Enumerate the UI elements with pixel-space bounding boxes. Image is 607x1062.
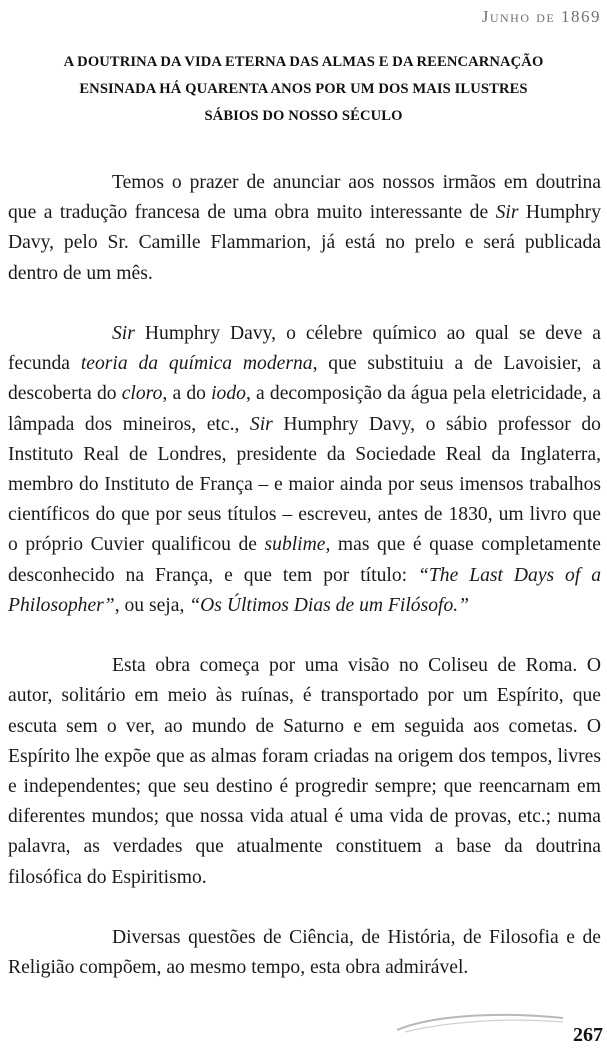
p2-sublime: sublime	[264, 534, 326, 556]
p1-text-a: Temos o prazer de anunciar aos nossos irmãos em doutrina que a tradução francesa de uma obra muito interessante de	[8, 172, 601, 224]
p1-sir: Sir	[495, 202, 519, 224]
p1-text-b: Humphry Davy, pelo Sr. Camille Flammarion, já está no prelo e será publicada dentro de um mês.	[8, 202, 601, 284]
title-line-1: A DOUTRINA DA VIDA ETERNA DAS ALMAS E DA REENCARNAÇÃO	[63, 54, 544, 70]
paragraph-4: Diversas questões de Ciência, de História, de Filosofia e de Religião compõem, ao mesmo tempo, esta obra admirável.	[8, 927, 601, 979]
paragraph-3: Esta obra começa por uma visão no Coliseu de Roma. O autor, solitário em meio às ruínas, é transportado por um Espírito, que escuta sem o ver, ao mundo de Saturno e em seguida aos cometas. O Espírito lhe expõe que as almas foram criadas na origem dos tempos, livres e independentes; que seu destino é progredir sempre; que reencarnam em diferentes mundos; que nossa vida atual é uma vida de provas, etc.; numa palavra, as verdades que atualmente constituem a base da doutrina filosófica do Espiritismo.	[8, 655, 601, 888]
page-number: 267	[573, 1024, 603, 1046]
p2-portuguese-title: “Os Últimos Dias de um Filósofo.”	[189, 594, 470, 616]
p2-text-b: , que substituiu a de Lavoisier, a descoberta do	[8, 353, 601, 405]
p2-text-g: , ou seja,	[114, 594, 190, 616]
p2-sir-1: Sir	[112, 323, 135, 344]
article-title	[8, 49, 599, 130]
p2-iodo: iodo	[211, 383, 246, 405]
p2-english-title: “The Last Days of a Philosopher”	[8, 564, 602, 616]
title-line-3: SÁBIOS DO NOSSO SÉCULO	[204, 108, 403, 124]
running-header: Junho de 1869	[481, 7, 601, 26]
title-line-2: ENSINADA HÁ QUARENTA ANOS POR UM DOS MAIS ILUSTRES	[79, 81, 528, 97]
p2-text-e: Humphry Davy, o sábio professor do Instituto Real de Londres, presidente da Sociedade Real da Inglaterra, membro do Instituto de França – e maior ainda por seus imensos trabalhos científicos do que por seus títulos – escreveu, antes de 1830, um livro que o próprio Cuvier qualificou de	[8, 413, 601, 556]
p2-text-c: , a do	[162, 383, 212, 405]
p2-text-a: Humphry Davy, o célebre químico ao qual se deve a fecunda	[8, 323, 601, 375]
p2-sir-2: Sir	[249, 413, 273, 435]
p2-theory: teoria da química moderna	[80, 353, 313, 375]
paragraph-1	[8, 168, 601, 289]
p2-cloro: cloro	[121, 383, 163, 405]
article-body	[8, 168, 601, 983]
p2-text-f: , mas que é quase completamente desconhecido na França, e que tem por título:	[8, 534, 601, 586]
paragraph-2	[8, 319, 601, 621]
footer-swoosh-ornament	[395, 1010, 565, 1034]
p2-text-d: , a decomposição da água pela eletricidade, a lâmpada dos mineiros, etc.,	[8, 383, 601, 435]
